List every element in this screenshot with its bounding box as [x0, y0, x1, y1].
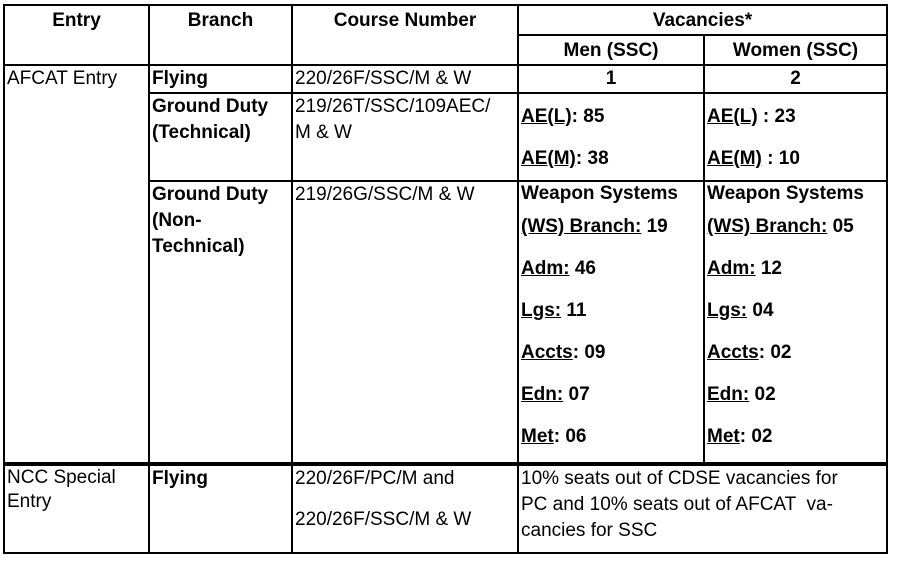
vacancy-value: : 02 — [739, 426, 773, 447]
vacancy-item — [521, 332, 703, 374]
vacancy-value: 19 — [641, 216, 668, 237]
vacancy-item — [521, 138, 701, 180]
ncc-vacancy-line: PC and 10% seats out of AFCAT va- — [521, 494, 833, 515]
vacancy-value: 12 — [755, 258, 782, 279]
vacancy-item — [521, 96, 701, 138]
table-row — [4, 65, 887, 93]
vacancy-item — [707, 416, 886, 458]
vacancy-list — [707, 206, 886, 458]
branch-line: Ground Duty — [152, 184, 269, 205]
entry-ncc — [4, 464, 149, 553]
vacancy-label: (WS) Branch: — [521, 216, 642, 237]
vacancy-label: Lgs: — [521, 300, 562, 321]
vacancy-value: 05 — [827, 216, 854, 237]
course-gd-nontechnical: 219/26G/SSC/M & W — [292, 181, 518, 464]
branch-gd-nontechnical — [149, 181, 292, 464]
course-line: 220/26F/PC/M and — [295, 468, 455, 489]
entry-afcat: AFCAT Entry — [4, 65, 149, 464]
branch-gd-technical — [149, 93, 292, 181]
vacancy-women-gd-technical — [704, 93, 887, 181]
vacancy-label: Edn: — [707, 384, 750, 405]
vacancy-men-flying: 1 — [518, 65, 704, 93]
course-ncc — [292, 464, 518, 553]
ncc-vacancy-line: 10% seats out of CDSE vacancies for — [521, 468, 838, 489]
vacancy-label: AE(M) — [521, 148, 576, 169]
vacancy-item — [521, 248, 703, 290]
vacancy-value: : 06 — [553, 426, 587, 447]
course-line: 220/26F/SSC/M & W — [295, 509, 472, 530]
vacancy-value: 11 — [561, 300, 587, 321]
header-women: Women (SSC) — [704, 35, 887, 65]
vacancy-value: : 85 — [571, 106, 605, 127]
vacancy-value: 02 — [749, 384, 776, 405]
vacancy-label: Lgs: — [707, 300, 748, 321]
branch-line: Technical) — [152, 236, 245, 257]
vacancy-item — [521, 374, 703, 416]
vacancy-ncc — [518, 464, 887, 553]
vacancy-value: : 02 — [758, 342, 792, 363]
vacancy-label: AE(L) — [707, 106, 758, 127]
branch-line: (Technical) — [152, 122, 251, 143]
vacancy-item — [707, 206, 886, 248]
vacancy-women-flying: 2 — [704, 65, 887, 93]
vacancy-item — [521, 290, 703, 332]
vacancy-item — [707, 96, 884, 138]
course-gd-technical — [292, 93, 518, 181]
header-branch: Branch — [149, 5, 292, 65]
vacancy-value: 07 — [563, 384, 590, 405]
vacancy-item — [521, 416, 703, 458]
vacancy-label: Met — [707, 426, 740, 447]
vacancy-label: (WS) Branch: — [707, 216, 828, 237]
vacancy-men-gd-nontechnical — [518, 181, 704, 464]
vacancy-value: 04 — [747, 300, 774, 321]
vacancy-women-gd-nontechnical — [704, 181, 887, 464]
ws-heading: Weapon Systems — [707, 183, 864, 204]
branch-flying: Flying — [149, 65, 292, 93]
entry-line: NCC Special — [7, 467, 116, 488]
vacancy-list — [521, 206, 703, 458]
table-row — [4, 464, 887, 553]
vacancy-label: Met — [521, 426, 554, 447]
vacancy-value: : 23 — [757, 106, 796, 127]
branch-line: (Non- — [152, 210, 202, 231]
vacancy-value: : 38 — [575, 148, 609, 169]
ws-heading: Weapon Systems — [521, 183, 678, 204]
course-flying: 220/26F/SSC/M & W — [292, 65, 518, 93]
vacancy-item — [521, 206, 703, 248]
vacancy-item — [707, 290, 886, 332]
header-entry: Entry — [4, 5, 149, 65]
vacancy-value: : 09 — [572, 342, 606, 363]
header-vacancies: Vacancies* — [518, 5, 887, 35]
course-line: M & W — [295, 122, 352, 143]
header-course-number: Course Number — [292, 5, 518, 65]
vacancy-label: AE(L) — [521, 106, 572, 127]
vacancy-label: Adm: — [521, 258, 570, 279]
vacancy-item — [707, 138, 884, 180]
ncc-vacancy-line: cancies for SSC — [521, 520, 658, 541]
entry-line: Entry — [7, 491, 52, 512]
vacancy-table — [3, 4, 888, 554]
vacancy-label: AE(M) — [707, 148, 762, 169]
header-men: Men (SSC) — [518, 35, 704, 65]
branch-line: Ground Duty — [152, 96, 269, 117]
course-line: 219/26T/SSC/109AEC/ — [295, 96, 491, 117]
vacancy-label: Edn: — [521, 384, 564, 405]
branch-ncc-flying: Flying — [149, 464, 292, 553]
vacancy-value: 46 — [569, 258, 596, 279]
vacancy-men-gd-technical — [518, 93, 704, 181]
vacancy-item — [707, 374, 886, 416]
vacancy-item — [707, 248, 886, 290]
vacancy-label: Accts — [521, 342, 573, 363]
vacancy-label: Adm: — [707, 258, 756, 279]
vacancy-label: Accts — [707, 342, 759, 363]
vacancy-item — [707, 332, 886, 374]
vacancy-value: : 10 — [761, 148, 800, 169]
